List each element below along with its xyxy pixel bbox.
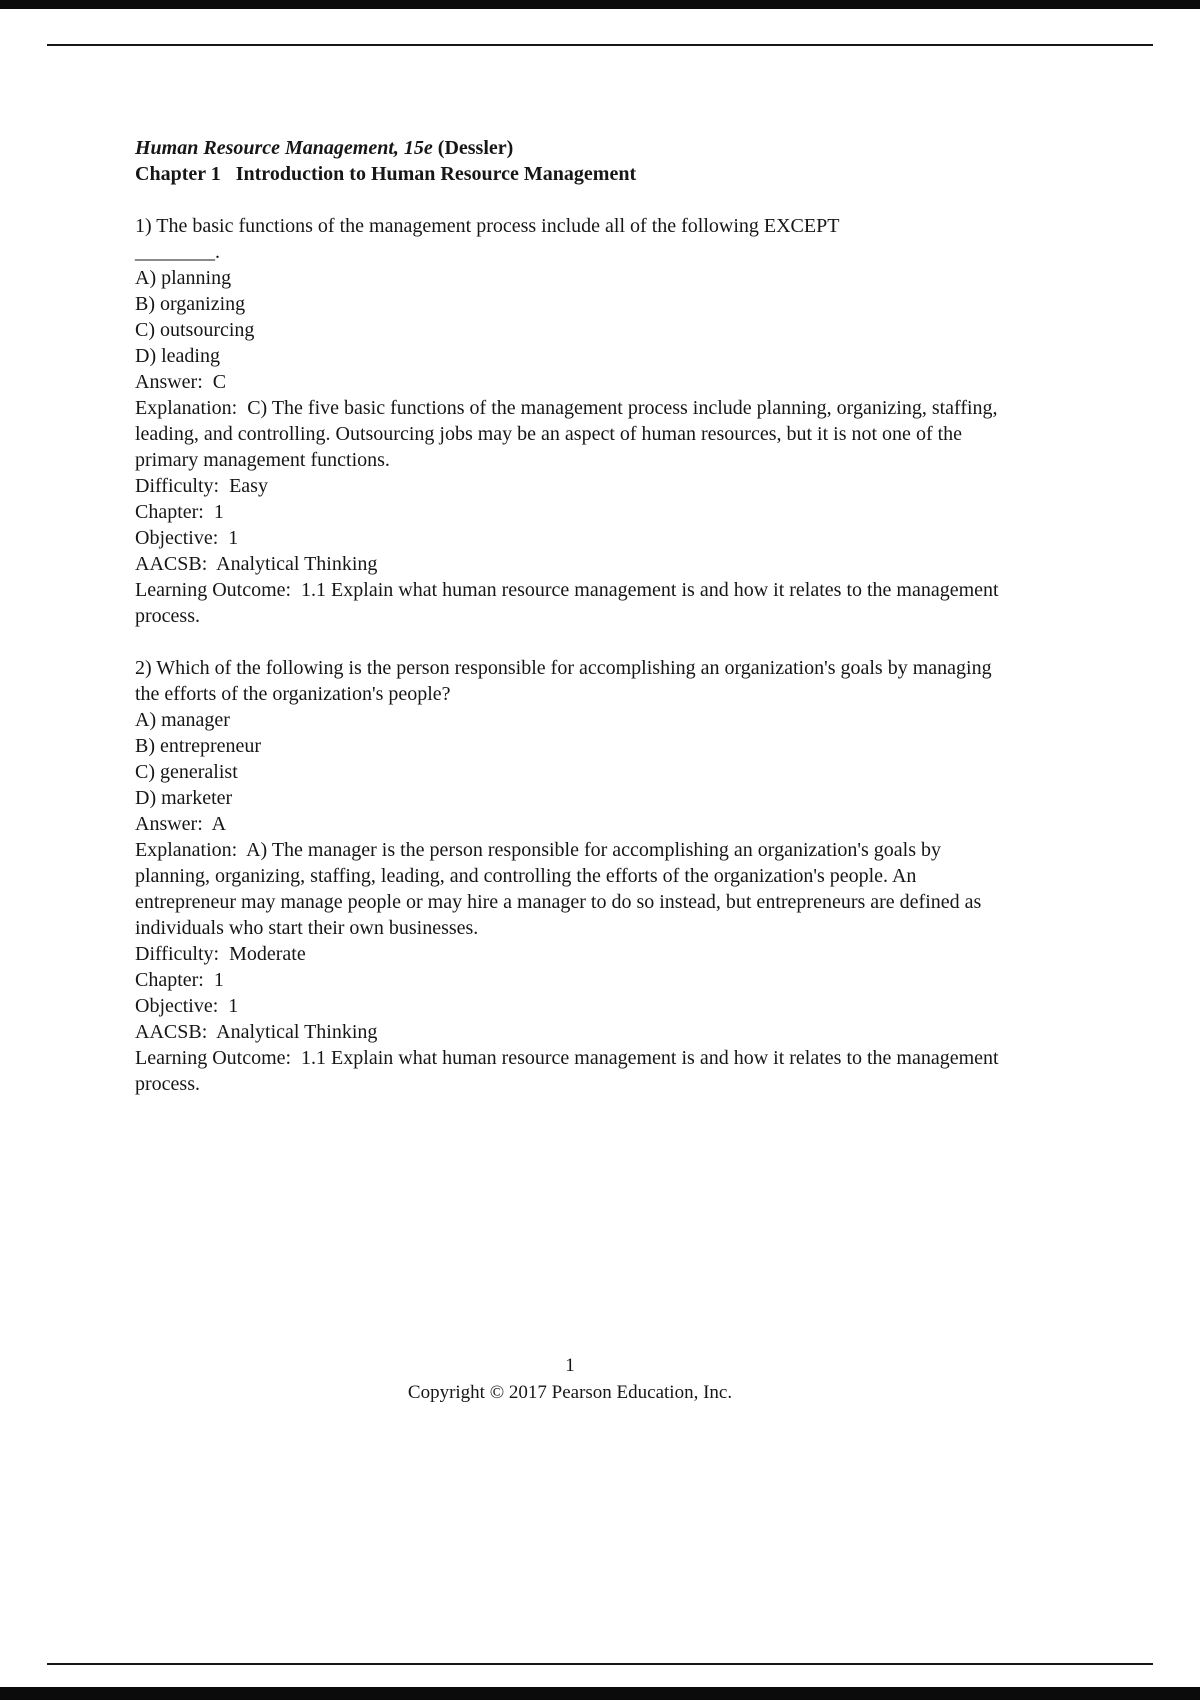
difficulty-line: Difficulty: Moderate <box>135 943 306 965</box>
question-blank: ________. <box>135 241 220 263</box>
answer-line: Answer: A <box>135 813 227 835</box>
aacsb-line: AACSB: Analytical Thinking <box>135 1021 378 1043</box>
learning-outcome-line: Learning Outcome: 1.1 Explain what human resource management is and how it relates to the management process. <box>135 579 1004 627</box>
book-author: (Dessler) <box>432 137 514 159</box>
objective-line: Objective: 1 <box>135 995 239 1017</box>
chapter-line: Chapter: 1 <box>135 501 224 523</box>
question-block-1 <box>135 213 1005 629</box>
question-block-2 <box>135 655 1005 1097</box>
page-edge-top <box>0 0 1200 9</box>
document-page <box>135 135 1005 1097</box>
explanation-line: Explanation: A) The manager is the person responsible for accomplishing an organization's goals by planning, organizing, staffing, leading, and controlling the efforts of the organization's people. An entrepreneur may manage people or may hire a manager to do so instead, but entrepreneurs are defined as individuals who start their own businesses. <box>135 839 987 939</box>
option-a: A) manager <box>135 709 230 731</box>
header-rule <box>47 44 1153 46</box>
option-d: D) leading <box>135 345 220 367</box>
option-c: C) outsourcing <box>135 319 255 341</box>
chapter-heading: Chapter 1 Introduction to Human Resource Management <box>135 163 637 185</box>
learning-outcome-line: Learning Outcome: 1.1 Explain what human resource management is and how it relates to the management process. <box>135 1047 1004 1095</box>
book-title-line <box>135 135 1005 161</box>
copyright-notice: Copyright © 2017 Pearson Education, Inc. <box>407 1382 733 1403</box>
option-d: D) marketer <box>135 787 233 809</box>
book-title: Human Resource Management, 15e <box>135 137 433 159</box>
page-number: 1 <box>565 1355 575 1376</box>
chapter-line: Chapter: 1 <box>135 969 224 991</box>
aacsb-line: AACSB: Analytical Thinking <box>135 553 378 575</box>
objective-line: Objective: 1 <box>135 527 239 549</box>
document-header <box>135 135 1005 187</box>
page-edge-bottom <box>0 1687 1200 1700</box>
question-stem: 1) The basic functions of the management process include all of the following EXCEPT <box>135 215 840 237</box>
option-a: A) planning <box>135 267 232 289</box>
option-b: B) organizing <box>135 293 246 315</box>
answer-line: Answer: C <box>135 371 227 393</box>
footer-rule <box>47 1663 1153 1665</box>
difficulty-line: Difficulty: Easy <box>135 475 268 497</box>
explanation-line: Explanation: C) The five basic functions of the management process include planning, organizing, staffing, leading, and controlling. Outsourcing jobs may be an aspect of human resources, but it is not one of the primary management functions. <box>135 397 1003 471</box>
option-b: B) entrepreneur <box>135 735 262 757</box>
option-c: C) generalist <box>135 761 238 783</box>
question-stem: 2) Which of the following is the person responsible for accomplishing an organization's goals by managing the efforts of the organization's people? <box>135 657 997 705</box>
page-footer <box>135 1352 1005 1406</box>
